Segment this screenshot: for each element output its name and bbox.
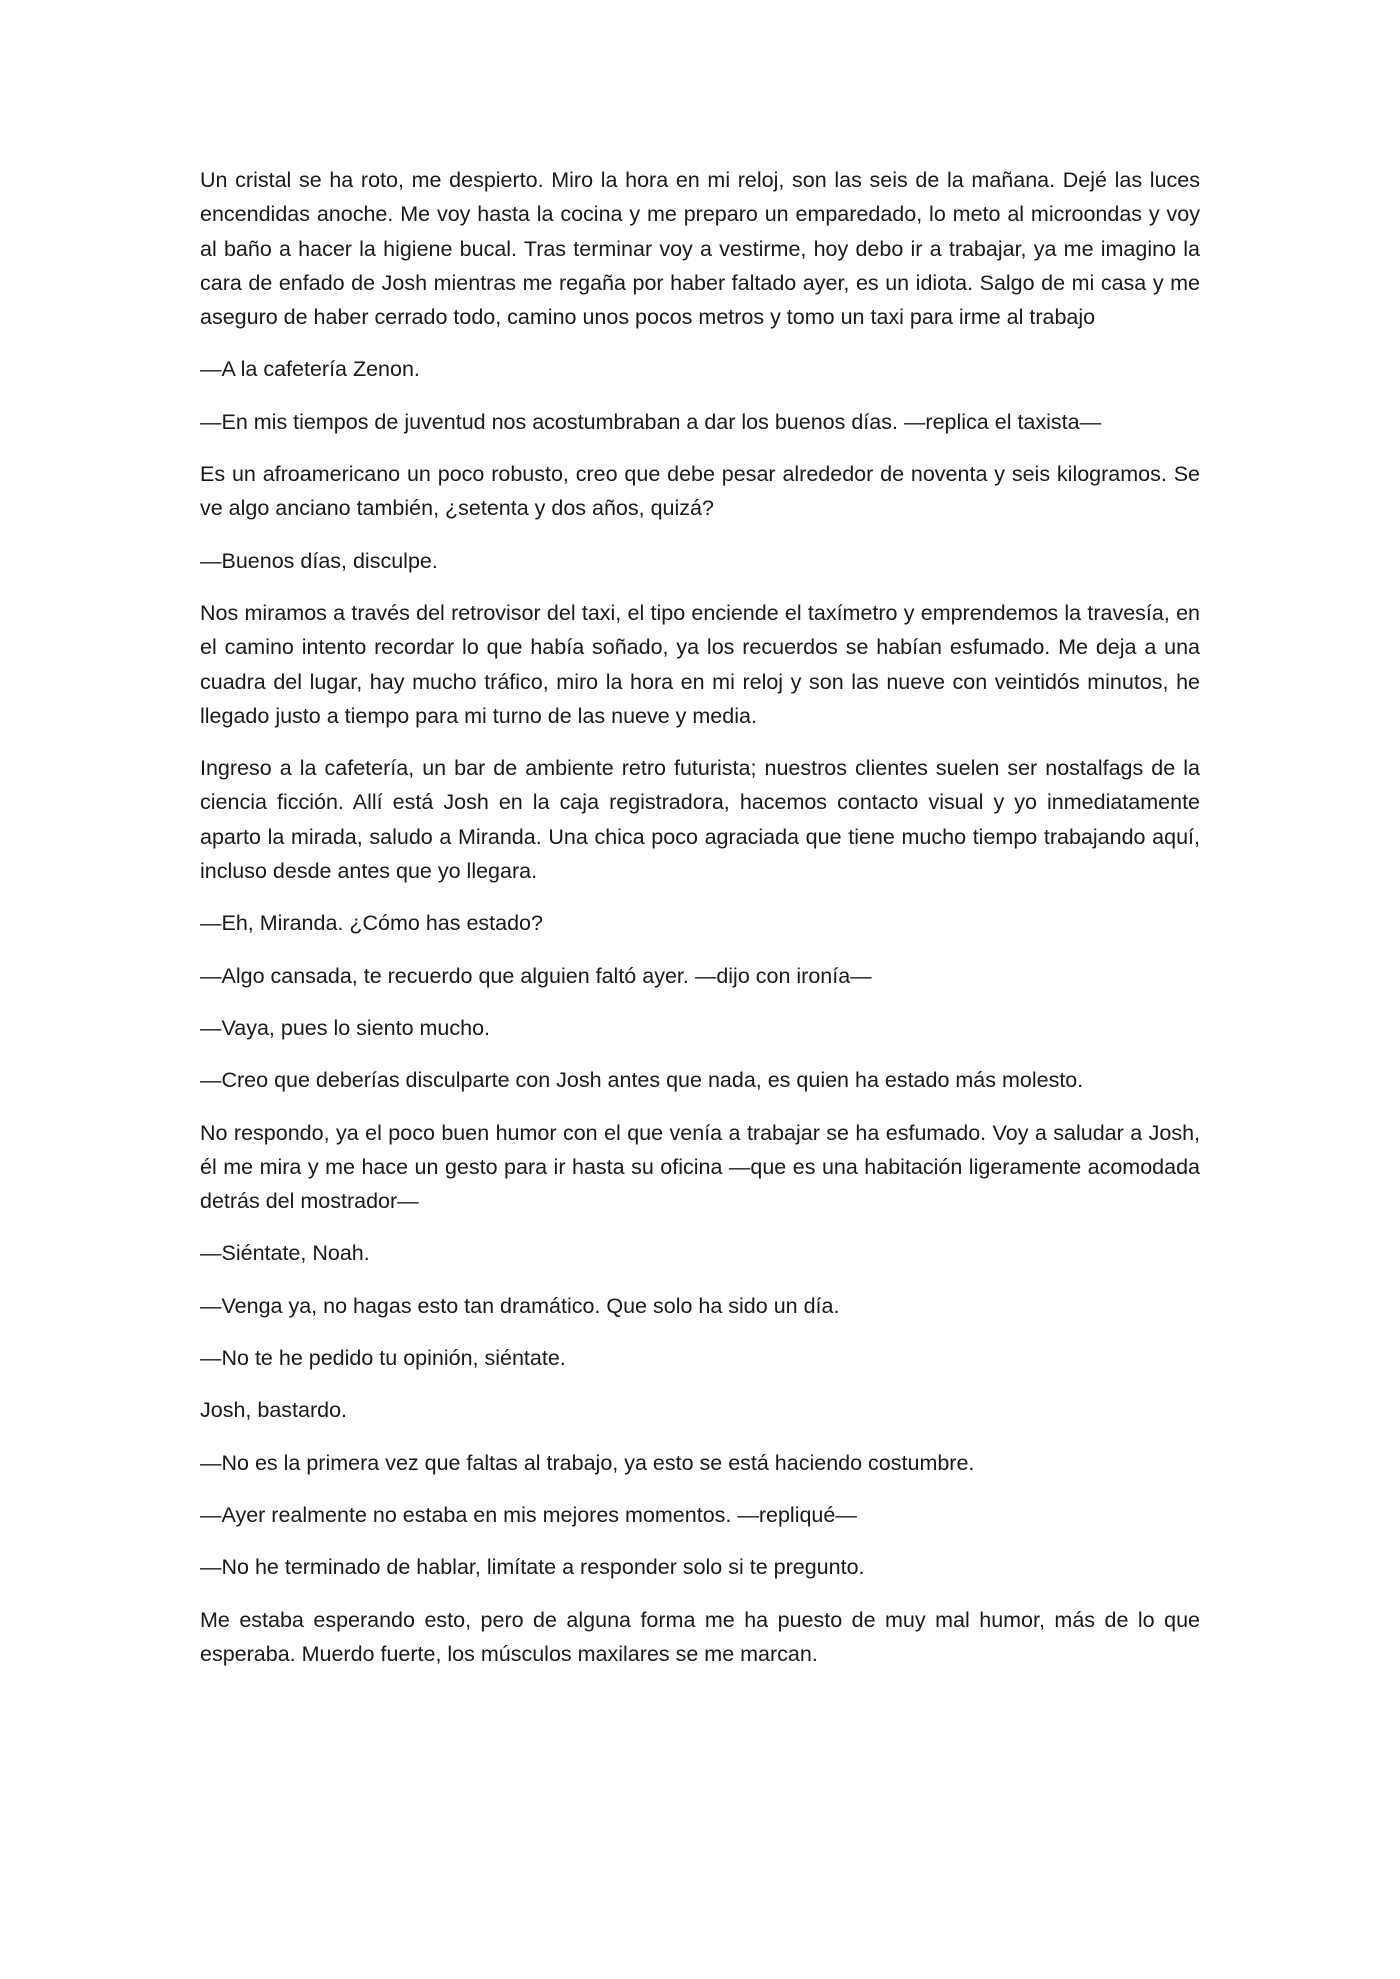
- dialogue-line: —A la cafetería Zenon.: [200, 357, 420, 382]
- dialogue-line: —Creo que deberías disculparte con Josh antes que nada, es quien ha estado más molesto.: [200, 1068, 1084, 1093]
- dialogue-line: —Venga ya, no hagas esto tan dramático. Que solo ha sido un día.: [200, 1293, 840, 1318]
- dialogue-line: —Vaya, pues lo siento mucho.: [200, 1015, 491, 1040]
- dialogue-line: —En mis tiempos de juventud nos acostumbraban a dar los buenos días. —replica el taxista—: [200, 409, 1102, 434]
- document-page: [200, 163, 1200, 1689]
- paragraph: Ingreso a la cafetería, un bar de ambiente retro futurista; nuestros clientes suelen ser nostalfags de la ciencia ficción. Allí está Josh en la caja registradora, hacemos contacto visual y yo inmediatamente aparto la mirada, saludo a Miranda. Una chica poco agraciada que tiene mucho tiempo trabajando aquí, incluso desde antes que yo llegara.: [200, 756, 1200, 884]
- paragraph: No respondo, ya el poco buen humor con el que venía a trabajar se ha esfumado. Voy a saludar a Josh, él me mira y me hace un gesto para ir hasta su oficina —que es una habitación ligeramente acomodada detrás del mostrador—: [200, 1120, 1200, 1214]
- dialogue-line: —No he terminado de hablar, limítate a responder solo si te pregunto.: [200, 1555, 865, 1580]
- paragraph: Es un afroamericano un poco robusto, creo que debe pesar alrededor de noventa y seis kilogramos. Se ve algo anciano también, ¿setenta y dos años, quizá?: [200, 462, 1200, 521]
- paragraph: Un cristal se ha roto, me despierto. Miro la hora en mi reloj, son las seis de la mañana. Dejé las luces encendidas anoche. Me voy hasta la cocina y me preparo un emparedado, lo meto al microondas y voy al baño a hacer la higiene bucal. Tras terminar voy a vestirme, hoy debo ir a trabajar, ya me imagino la cara de enfado de Josh mientras me regaña por haber faltado ayer, es un idiota. Salgo de mi casa y me aseguro de haber cerrado todo, camino unos pocos metros y tomo un taxi para irme al trabajo: [200, 168, 1200, 330]
- dialogue-line: —Siéntate, Noah.: [200, 1241, 370, 1266]
- paragraph: Nos miramos a través del retrovisor del taxi, el tipo enciende el taxímetro y emprendemos la travesía, en el camino intento recordar lo que había soñado, ya los recuerdos se habían esfumado. Me deja a una cuadra del lugar, hay mucho tráfico, miro la hora en mi reloj y son las nueve con veintidós minutos, he llegado justo a tiempo para mi turno de las nueve y media.: [200, 600, 1200, 728]
- dialogue-line: —Algo cansada, te recuerdo que alguien faltó ayer. —dijo con ironía—: [200, 963, 872, 988]
- dialogue-line: Josh, bastardo.: [200, 1398, 348, 1423]
- paragraph: Me estaba esperando esto, pero de alguna forma me ha puesto de muy mal humor, más de lo que esperaba. Muerdo fuerte, los músculos maxilares se me marcan.: [200, 1607, 1200, 1666]
- dialogue-line: —No te he pedido tu opinión, siéntate.: [200, 1346, 566, 1371]
- dialogue-line: —Buenos días, disculpe.: [200, 548, 438, 573]
- dialogue-line: —Ayer realmente no estaba en mis mejores momentos. —repliqué—: [200, 1502, 857, 1527]
- dialogue-line: —Eh, Miranda. ¿Cómo has estado?: [200, 911, 543, 936]
- dialogue-line: —No es la primera vez que faltas al trabajo, ya esto se está haciendo costumbre.: [200, 1450, 975, 1475]
